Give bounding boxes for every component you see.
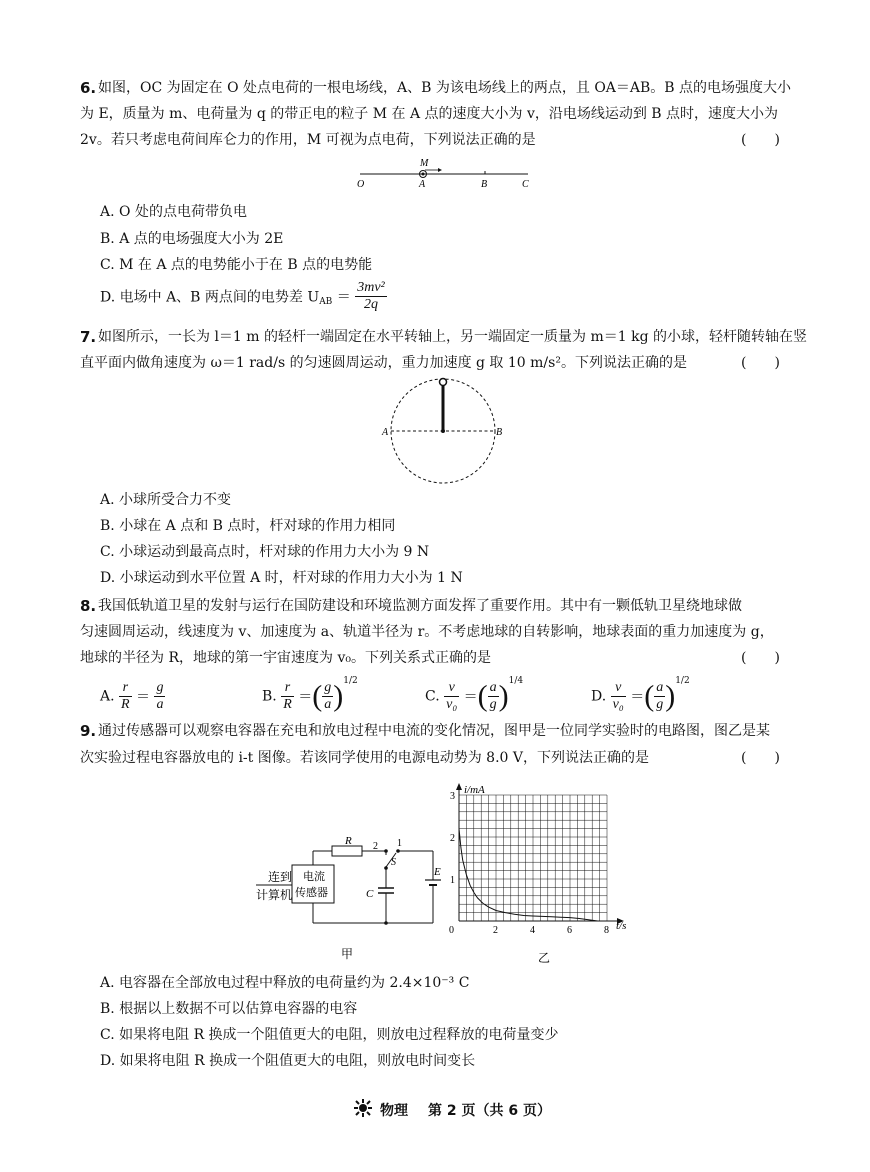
q6-option-a: A. O 处的点电荷带负电 bbox=[100, 204, 247, 220]
q7-number: 7. bbox=[80, 328, 97, 346]
q6-option-d-text: D. 电场中 A、B 两点间的电势差 U bbox=[100, 289, 320, 306]
discharge-curve bbox=[459, 829, 598, 921]
q7-line2: 直平面内做角速度为 ω＝1 rad/s 的匀速圆周运动，重力加速度 g 取 10 m/s²。下列说法正确的是 bbox=[80, 355, 687, 371]
x-tick-label: 6 bbox=[567, 925, 572, 936]
q6-answer-paren: ( ) bbox=[741, 132, 780, 148]
x-tick-label: 0 bbox=[449, 925, 454, 936]
q9-line1: 通过传感器可以观察电容器在充电和放电过程中电流的变化情况，图甲是一位同学实验时的电路图，图乙是某 bbox=[98, 723, 770, 739]
q9-answer-paren: ( ) bbox=[741, 750, 780, 766]
link-label-2: 计算机 bbox=[256, 888, 293, 902]
q7-option-a: A. 小球所受合力不变 bbox=[100, 492, 232, 508]
q9-option-c: C. 如果将电阻 R 换成一个阻值更大的电阻，则放电过程释放的电荷量变少 bbox=[100, 1027, 559, 1043]
q6-field-line-figure bbox=[350, 156, 540, 192]
y-tick-label: 2 bbox=[450, 833, 455, 844]
label-a: A bbox=[419, 179, 426, 190]
caption-jia: 甲 bbox=[341, 947, 354, 961]
q6-option-d-fraction: $\frac{\text{3mv²}}{2q}$ bbox=[357, 280, 385, 312]
label-b: B bbox=[481, 179, 488, 190]
x-axis-label: t/s bbox=[616, 920, 627, 932]
axis-point bbox=[441, 429, 445, 433]
q9-circuit-diagram bbox=[248, 835, 448, 965]
x-tick-label: 2 bbox=[493, 925, 498, 936]
x-tick-label: 8 bbox=[604, 925, 609, 936]
label-c: C bbox=[366, 888, 374, 900]
label-o: O bbox=[357, 179, 365, 190]
q8-number: 8. bbox=[80, 597, 97, 615]
q7-option-c: C. 小球运动到最高点时，杆对球的作用力大小为 9 N bbox=[100, 544, 430, 560]
q8-option-a: A. $\frac{r}{R}$ ＝ $\frac{g}{a}$ bbox=[100, 680, 164, 712]
q6-line1: 如图，OC 为固定在 O 处点电荷的一根电场线，A、B 为该电场线上的两点，且 OA＝AB。B 点的电场强度大小 bbox=[98, 80, 792, 96]
label-e: E bbox=[434, 866, 441, 878]
resistor bbox=[332, 846, 362, 856]
y-axis-label: i/mA bbox=[464, 784, 485, 796]
q9-number: 9. bbox=[80, 722, 97, 740]
q7-answer-paren: ( ) bbox=[741, 355, 780, 371]
y-axis-arrow bbox=[456, 783, 462, 790]
label-a: A bbox=[382, 427, 389, 438]
q6-option-d-subscript: AB bbox=[319, 296, 333, 307]
q7-option-b: B. 小球在 A 点和 B 点时，杆对球的作用力相同 bbox=[100, 518, 396, 534]
q8-line1: 我国低轨道卫星的发射与运行在国防建设和环境监测方面发挥了重要作用。其中有一颗低轨卫星绕地球做 bbox=[98, 598, 742, 614]
q8-option-d: D. $\frac{v}{\text{v₀}}$ ＝( $\frac{a}{g}$ )$^{1/2}$ bbox=[591, 676, 690, 713]
y-tick-label: 1 bbox=[450, 875, 455, 886]
q8-option-c: C. $\frac{v}{\text{v₀}}$ ＝( $\frac{a}{g}$ )$^{1/4}$ bbox=[425, 676, 524, 713]
publisher-logo-icon bbox=[352, 1098, 374, 1118]
label-b: B bbox=[496, 427, 503, 438]
q8-answer-paren: ( ) bbox=[741, 650, 780, 666]
caption-yi: 乙 bbox=[538, 951, 551, 965]
q8-line2: 匀速圆周运动，线速度为 v、加速度为 a、轨道半径为 r。不考虑地球的自转影响，地球表面的重力加速度为 g， bbox=[80, 624, 774, 640]
label-m: M bbox=[420, 158, 429, 169]
label-c: C bbox=[522, 179, 529, 190]
q6-option-c: C. M 在 A 点的电势能小于在 B 点的电势能 bbox=[100, 257, 373, 273]
q9-option-b: B. 根据以上数据不可以估算电容器的电容 bbox=[100, 1001, 358, 1017]
q9-option-a: A. 电容器在全部放电过程中释放的电荷量约为 2.4×10⁻³ C bbox=[100, 975, 470, 991]
q9-it-graph bbox=[438, 778, 638, 968]
x-tick-label: 4 bbox=[530, 925, 535, 936]
terminal-2: 2 bbox=[373, 841, 378, 852]
q7-circle-figure bbox=[380, 374, 510, 489]
terminal-1: 1 bbox=[397, 838, 402, 849]
q7-option-d: D. 小球运动到水平位置 A 时，杆对球的作用力大小为 1 N bbox=[100, 570, 463, 586]
q8-option-b: B. $\frac{r}{R}$ ＝( $\frac{g}{a}$ )$^{1/2}$ bbox=[262, 676, 358, 713]
q9-line2: 次实验过程电容器放电的 i-t 图像。若该同学使用的电源电动势为 8.0 V，下列说法正确的是 bbox=[80, 750, 650, 766]
label-r: R bbox=[345, 835, 352, 847]
q6-line2: 为 E，质量为 m、电荷量为 q 的带正电的粒子 M 在 A 点的速度大小为 v，沿电场线运动到 B 点时，速度大小为 bbox=[80, 106, 779, 122]
sensor-label-2: 传感器 bbox=[295, 887, 328, 899]
q7-line1: 如图所示，一长为 l＝1 m 的轻杆一端固定在水平转轴上，另一端固定一质量为 m＝1 kg 的小球，轻杆随转轴在竖 bbox=[98, 329, 807, 345]
sensor-label-1: 电流 bbox=[303, 871, 325, 883]
q9-option-d: D. 如果将电阻 R 换成一个阻值更大的电阻，则放电时间变长 bbox=[100, 1053, 476, 1069]
ball bbox=[440, 379, 447, 386]
link-label-1: 连到 bbox=[268, 870, 293, 884]
q6-option-d: D. 电场中 A、B 两点间的电势差 $U_{AB}$ ＝ $\frac{\text{3mv²}}{2q}$ bbox=[100, 280, 385, 312]
q6-line3: 2v。若只考虑电荷间库仑力的作用，M 可视为点电荷，下列说法正确的是 bbox=[80, 132, 536, 148]
q6-option-b: B. A 点的电场强度大小为 2E bbox=[100, 231, 284, 247]
q6-number: 6. bbox=[80, 79, 97, 97]
y-tick-label: 3 bbox=[450, 791, 455, 802]
label-s: S bbox=[391, 857, 396, 868]
q8-line3: 地球的半径为 R，地球的第一宇宙速度为 v₀。下列关系式正确的是 bbox=[80, 650, 491, 666]
footer-subject: 物理 bbox=[380, 1103, 408, 1119]
footer-page-number: 第 2 页（共 6 页） bbox=[428, 1103, 551, 1119]
